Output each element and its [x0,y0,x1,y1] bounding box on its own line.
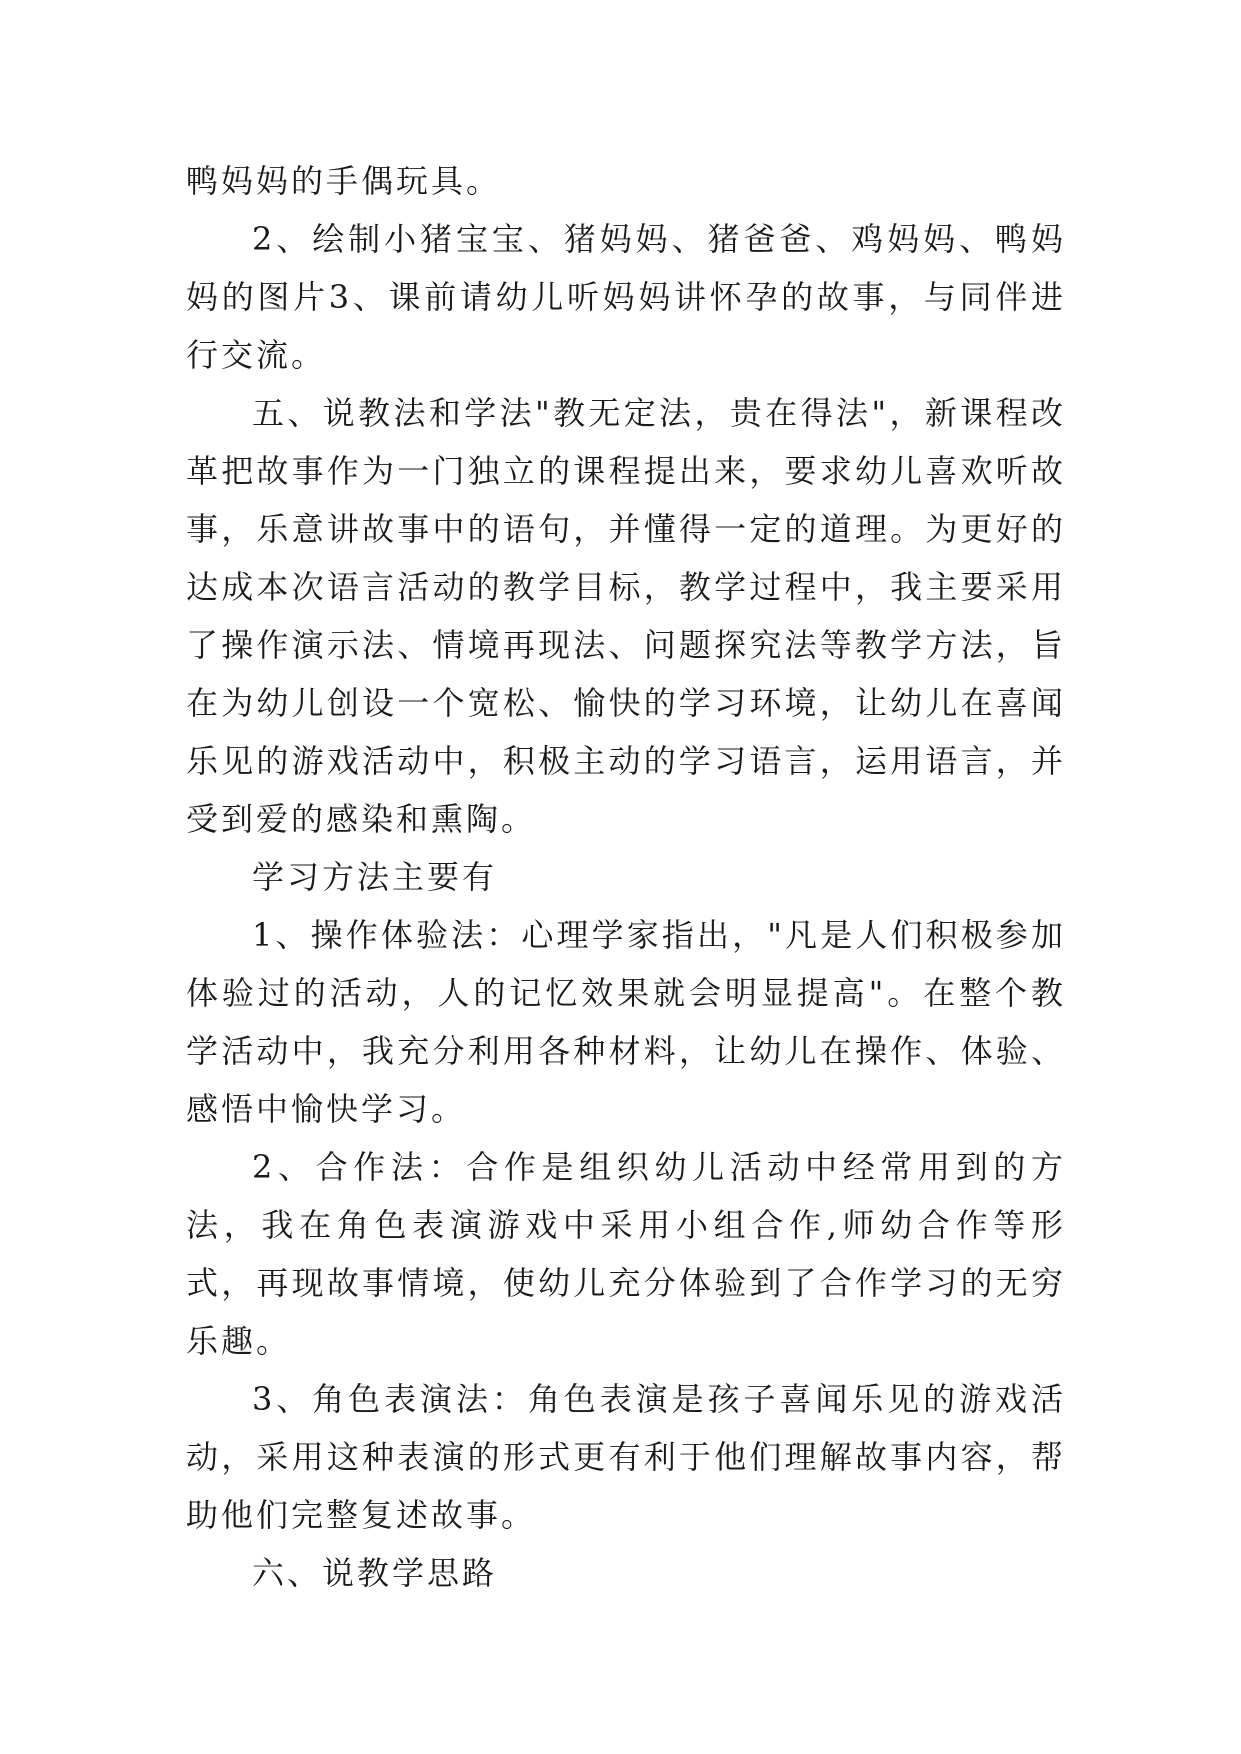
paragraph-learning-methods-heading: 学习方法主要有 [252,858,498,896]
paragraph-method-3: 3、角色表演法：角色表演是孩子喜闻乐见的游戏活动，采用这种表演的形式更有利于他们理解故事内容，帮助他们完整复述故事。 [186,1380,1066,1534]
paragraph-method-1: 1、操作体验法：心理学家指出，"凡是人们积极参加体验过的活动，人的记忆效果就会明显提高"。在整个教学活动中，我充分利用各种材料，让幼儿在操作、体验、感悟中愉快学习。 [186,916,1066,1128]
paragraph-method-2: 2、合作法：合作是组织幼儿活动中经常用到的方法，我在角色表演游戏中采用小组合作,师幼合作等形式，再现故事情境，使幼儿充分体验到了合作学习的无穷乐趣。 [186,1148,1066,1360]
paragraph-toy-continuation: 鸭妈妈的手偶玩具。 [186,162,502,200]
paragraph-section-5-methods: 五、说教法和学法"教无定法，贵在得法"，新课程改革把故事作为一门独立的课程提出来，要求幼儿喜欢听故事，乐意讲故事中的语句，并懂得一定的道理。为更好的达成本次语言活动的教学目标，教学过程中，我主要采用了操作演示法、情境再现法、问题探究法等教学方法，旨在为幼儿创设一个宽松、愉快的学习环境，让幼儿在喜闻乐见的游戏活动中，积极主动的学习语言，运用语言，并受到爱的感染和熏陶。 [186,394,1066,838]
document-body [186,152,1066,1602]
paragraph-preparation-2-3: 2、绘制小猪宝宝、猪妈妈、猪爸爸、鸡妈妈、鸭妈妈的图片3、课前请幼儿听妈妈讲怀孕的故事，与同伴进行交流。 [186,220,1066,374]
paragraph-section-6-heading: 六、说教学思路 [252,1554,498,1592]
